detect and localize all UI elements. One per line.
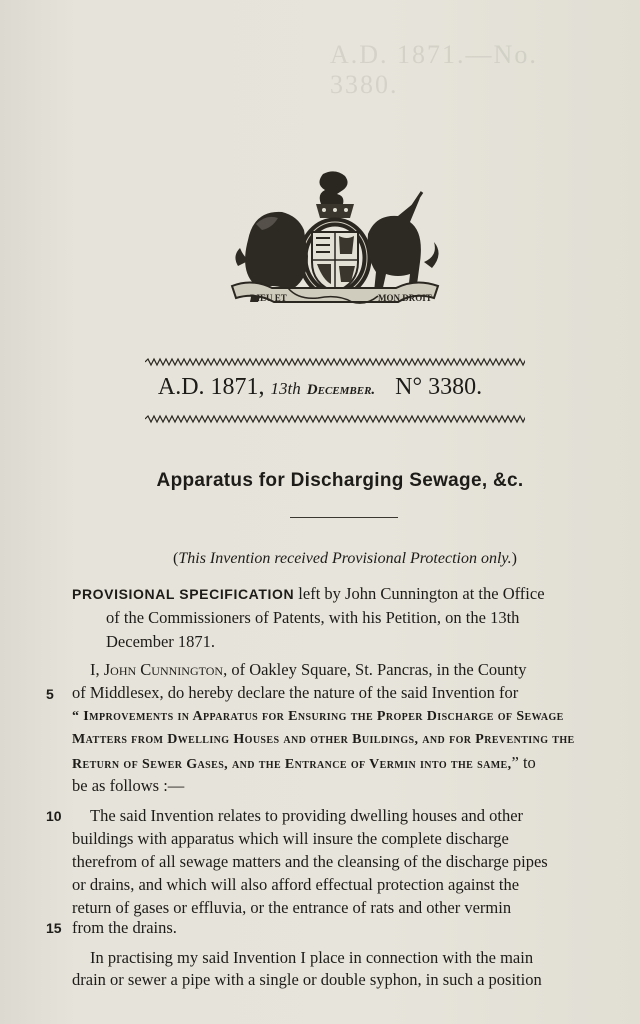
text-line-14: return of gases or effluvia, or the entrance of rats and other vermin bbox=[72, 898, 512, 917]
patent-number: N° 3380. bbox=[395, 374, 483, 400]
text-line-1: PROVISIONAL SPECIFICATION left by John Cunnington at the Office bbox=[72, 584, 545, 603]
text-line-13: or drains, and which will also afford effectual protection against the bbox=[72, 875, 520, 894]
royal-coat-of-arms-icon bbox=[228, 170, 442, 312]
text-line-15: from the drains. bbox=[72, 918, 177, 937]
text-line-11: buildings with apparatus which will insure the complete discharge bbox=[72, 829, 509, 848]
bleed-through-header: A.D. 1871.—No. 3380. bbox=[330, 40, 538, 99]
ad-day: 13th bbox=[270, 379, 301, 398]
ad-year: A.D. 1871, bbox=[157, 374, 265, 400]
text-line-10: The said Invention relates to providing dwelling houses and other bbox=[90, 806, 524, 825]
text-line-17: drain or sewer a pipe with a single or double syphon, in such a position bbox=[72, 970, 542, 989]
inventor-name: John Cunnington bbox=[103, 660, 224, 679]
ad-month: December. bbox=[306, 382, 376, 398]
spec-heading: PROVISIONAL SPECIFICATION bbox=[72, 586, 295, 602]
text-line-4: I, John Cunnington, of Oakley Square, St. Pancras, in the County bbox=[90, 660, 527, 679]
wavy-rule-bottom bbox=[145, 414, 525, 424]
text-line-12: therefrom of all sewage matters and the cleansing of the discharge pipes bbox=[72, 852, 548, 871]
date-and-number-line bbox=[0, 374, 640, 401]
text-line-5: of Middlesex, do hereby declare the nature of the said Invention for bbox=[72, 683, 519, 702]
provisional-note: (This Invention received Provisional Protection only.) bbox=[173, 550, 517, 567]
line-number-15: 15 bbox=[46, 920, 62, 936]
line-number-10: 10 bbox=[46, 808, 62, 824]
title-rule bbox=[290, 517, 398, 518]
wavy-rule-top bbox=[145, 357, 525, 367]
text-line-16: In practising my said Invention I place in connection with the main bbox=[90, 948, 534, 967]
motto-right: MON DROIT bbox=[378, 293, 432, 303]
text-line-2: of the Commissioners of Patents, with his Petition, on the 13th bbox=[106, 608, 520, 627]
document-title: Apparatus for Discharging Sewage, &c. bbox=[156, 470, 524, 491]
motto-left: DIEU ET bbox=[250, 293, 287, 303]
text-line-7: Matters from Dwelling Houses and other Buildings, and for Preventing the bbox=[72, 732, 575, 747]
text-line-6: “ Improvements in Apparatus for Ensuring the Proper Discharge of Sewage bbox=[72, 709, 564, 724]
text-line-9: be as follows :— bbox=[72, 776, 185, 795]
text-line-8: Return of Sewer Gases, and the Entrance of Vermin into the same,” to bbox=[72, 753, 536, 772]
text-line-3: December 1871. bbox=[106, 632, 216, 651]
line-number-5: 5 bbox=[46, 686, 54, 702]
